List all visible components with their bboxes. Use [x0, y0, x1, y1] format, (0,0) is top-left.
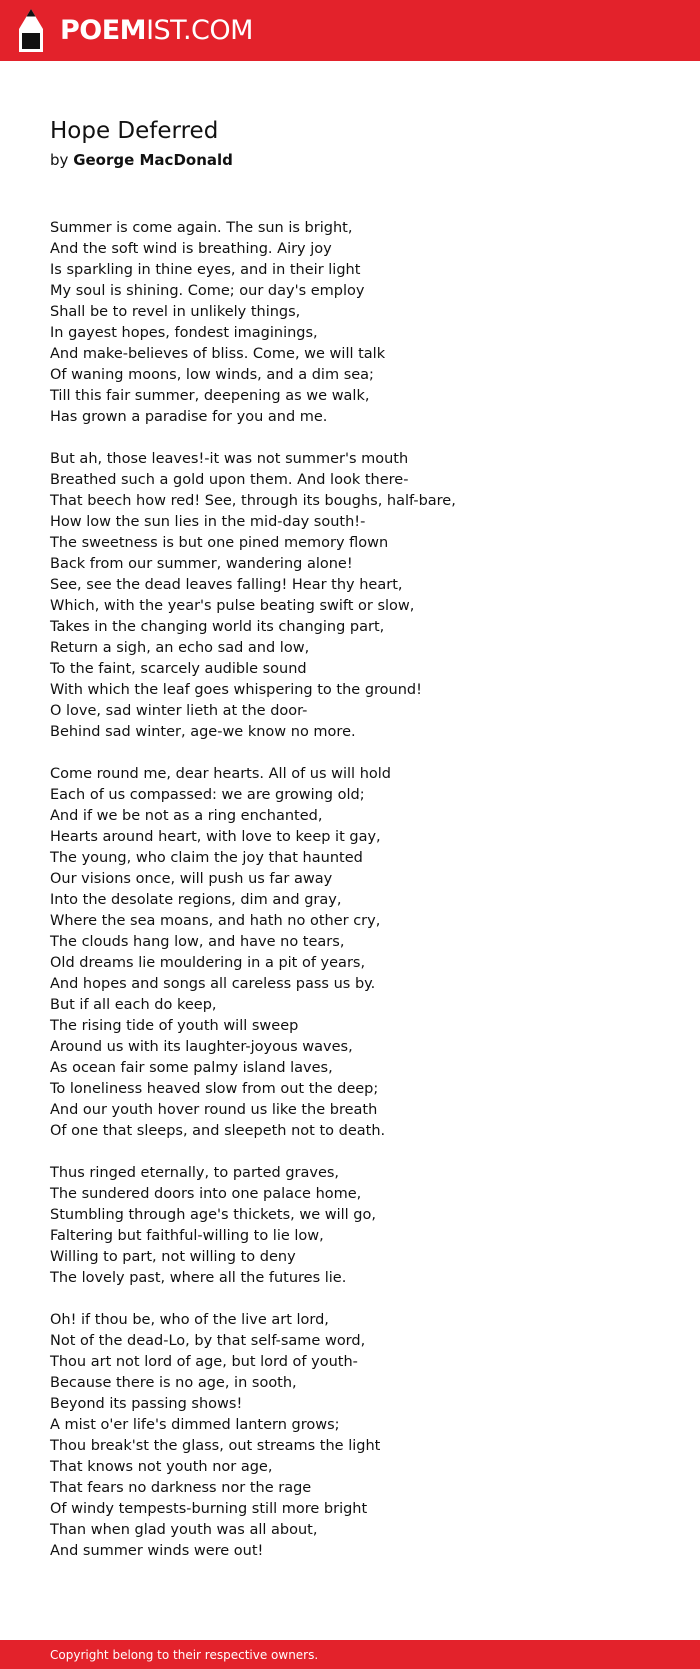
poem-line: Where the sea moans, and hath no other cry, — [50, 913, 381, 929]
poem-line: Around us with its laughter-joyous waves, — [50, 1039, 353, 1055]
poem-line: Of waning moons, low winds, and a dim sea; — [50, 367, 374, 383]
poem-body — [50, 218, 670, 1562]
poem-line: And the soft wind is breathing. Airy joy — [50, 241, 332, 257]
by-label: by — [50, 151, 69, 169]
poem-line: Is sparkling in thine eyes, and in their light — [50, 262, 361, 278]
poem-line: Of windy tempests-burning still more bright — [50, 1501, 368, 1517]
poem-line: And if we be not as a ring enchanted, — [50, 808, 323, 824]
poem-line: But ah, those leaves!-it was not summer's mouth — [50, 451, 409, 467]
poem-stanza — [50, 1163, 670, 1289]
poem-line: How low the sun lies in the mid-day south!- — [50, 514, 366, 530]
poem-line: Thou break'st the glass, out streams the light — [50, 1438, 381, 1454]
poem-line: And hopes and songs all careless pass us by. — [50, 976, 376, 992]
poem-line: Which, with the year's pulse beating swift or slow, — [50, 598, 415, 614]
poem-line: And our youth hover round us like the breath — [50, 1102, 378, 1118]
poem-line: But if all each do keep, — [50, 997, 217, 1013]
poem-line: Faltering but faithful-willing to lie low, — [50, 1228, 324, 1244]
poem-title: Hope Deferred — [50, 118, 219, 144]
poem-line: That fears no darkness nor the rage — [50, 1480, 312, 1496]
poem-line: Thou art not lord of age, but lord of youth- — [50, 1354, 358, 1370]
poem-line: Till this fair summer, deepening as we walk, — [50, 388, 370, 404]
poem-line: Thus ringed eternally, to parted graves, — [50, 1165, 340, 1181]
poem-container — [50, 112, 670, 1583]
poem-author: George MacDonald — [73, 151, 233, 169]
site-footer — [0, 1640, 700, 1669]
poem-line: See, see the dead leaves falling! Hear thy heart, — [50, 577, 403, 593]
poem-line: The sweetness is but one pined memory flown — [50, 535, 389, 551]
poem-line: The sundered doors into one palace home, — [50, 1186, 362, 1202]
poem-line: Because there is no age, in sooth, — [50, 1375, 297, 1391]
poem-line: My soul is shining. Come; our day's employ — [50, 283, 365, 299]
poem-line: Of one that sleeps, and sleepeth not to death. — [50, 1123, 386, 1139]
poem-line: Each of us compassed: we are growing old; — [50, 787, 365, 803]
brand-light-part: IST.COM — [146, 15, 253, 46]
poem-line: Beyond its passing shows! — [50, 1396, 243, 1412]
site-brand-name — [60, 17, 253, 44]
poem-stanza — [50, 218, 670, 428]
poem-line: Summer is come again. The sun is bright, — [50, 220, 353, 236]
brand-bold-part: POEM — [60, 15, 147, 46]
poem-line: Shall be to revel in unlikely things, — [50, 304, 301, 320]
poem-line: Takes in the changing world its changing part, — [50, 619, 385, 635]
poem-line: Come round me, dear hearts. All of us will hold — [50, 766, 391, 782]
poem-line: Into the desolate regions, dim and gray, — [50, 892, 342, 908]
site-logo-link[interactable] — [18, 9, 253, 52]
poem-line: Than when glad youth was all about, — [50, 1522, 318, 1538]
poem-line: Not of the dead-Lo, by that self-same word, — [50, 1333, 366, 1349]
poem-line: Return a sigh, an echo sad and low, — [50, 640, 310, 656]
poem-line: And summer winds were out! — [50, 1543, 264, 1559]
poem-line: Back from our summer, wandering alone! — [50, 556, 353, 572]
poem-line: O love, sad winter lieth at the door- — [50, 703, 308, 719]
poem-line: In gayest hopes, fondest imaginings, — [50, 325, 318, 341]
poem-line: Our visions once, will push us far away — [50, 871, 333, 887]
poem-line: Old dreams lie mouldering in a pit of years, — [50, 955, 366, 971]
poem-byline — [50, 150, 670, 170]
poem-stanza — [50, 764, 670, 1142]
poem-stanza — [50, 449, 670, 743]
poem-line: Has grown a paradise for you and me. — [50, 409, 328, 425]
pencil-icon — [18, 9, 44, 52]
poem-stanza — [50, 1310, 670, 1562]
poem-line: To loneliness heaved slow from out the deep; — [50, 1081, 379, 1097]
poem-line: Stumbling through age's thickets, we will go, — [50, 1207, 376, 1223]
poem-line: That beech how red! See, through its boughs, half-bare, — [50, 493, 456, 509]
poem-line: To the faint, scarcely audible sound — [50, 661, 307, 677]
copyright-notice: Copyright belong to their respective owners. — [50, 1648, 319, 1662]
poem-line: Oh! if thou be, who of the live art lord, — [50, 1312, 329, 1328]
poem-line: Breathed such a gold upon them. And look there- — [50, 472, 409, 488]
poem-line: And make-believes of bliss. Come, we will talk — [50, 346, 386, 362]
poem-line: The clouds hang low, and have no tears, — [50, 934, 345, 950]
poem-line: The lovely past, where all the futures lie. — [50, 1270, 347, 1286]
poem-line: The rising tide of youth will sweep — [50, 1018, 299, 1034]
poem-line: Willing to part, not willing to deny — [50, 1249, 296, 1265]
poem-line: As ocean fair some palmy island laves, — [50, 1060, 333, 1076]
poem-line: Behind sad winter, age-we know no more. — [50, 724, 356, 740]
poem-line: That knows not youth nor age, — [50, 1459, 273, 1475]
site-header — [0, 0, 700, 61]
poem-line: Hearts around heart, with love to keep it gay, — [50, 829, 381, 845]
poem-line: The young, who claim the joy that haunted — [50, 850, 363, 866]
poem-line: A mist o'er life's dimmed lantern grows; — [50, 1417, 340, 1433]
poem-line: With which the leaf goes whispering to the ground! — [50, 682, 422, 698]
